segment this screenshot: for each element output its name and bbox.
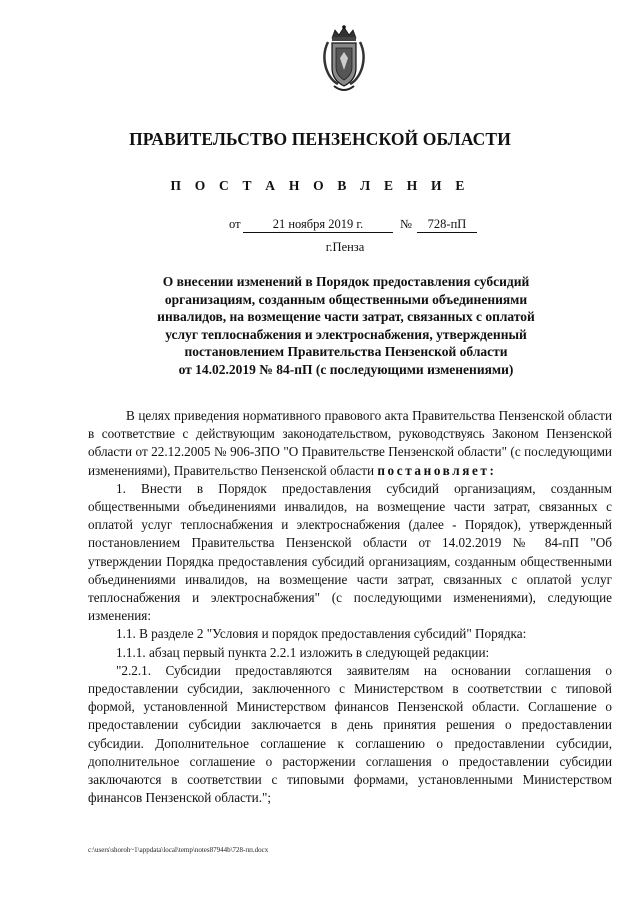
subject-line: услуг теплоснабжения и электроснабжения, утвержденный	[165, 326, 527, 342]
subject-line: организациям, созданным общественными объединениями	[164, 291, 528, 307]
document-date: 21 ноября 2019 г.	[243, 217, 393, 233]
subject-line: постановлением Правительства Пензенской области	[184, 344, 508, 359]
date-prefix: от	[229, 217, 241, 231]
body-paragraph: 1. Внести в Порядок предоставления субсидий организациям, созданным общественными объединениями инвалидов, на возмещение части затрат, связанных с оплатой услуг теплоснабжения и электроснабжения (далее - Порядок), утвержденный постановлением Правительства Пензенской области от 14.02.2019 № 84-пП "Об утверждении Порядка предоставления субсидий организациям, созданным общественными объединениями инвалидов, на возмещение части затрат, связанных с оплатой услуг теплоснабжения и электроснабжения" (с последующими изменениями), следующие изменения:	[88, 480, 612, 624]
body-paragraph	[88, 407, 612, 480]
body-paragraph: "2.2.1. Субсидии предоставляются заявителям на основании соглашения о предоставлении субсидии, заключенного с Министерством в соответствии с типовой формой, установленной Министерством финансов Пензенской области. Соглашение о предоставлении субсидии заключается в день принятия решения о предоставлении субсидии. Дополнительное соглашение к соглашению о предоставлении субсидии, дополнительное соглашение о расторжении соглашения о предоставлении субсидии заключаются в соответствии с типовыми формами, установленными Министерством финансов Пензенской области.";	[88, 662, 612, 806]
body-paragraph: 1.1. В разделе 2 "Условия и порядок предоставления субсидий" Порядка:	[116, 626, 527, 642]
document-type-heading: П О С Т А Н О В Л Е Н И Е	[170, 178, 470, 193]
decree-keyword: постановляет:	[377, 462, 497, 478]
government-title: ПРАВИТЕЛЬСТВО ПЕНЗЕНСКОЙ ОБЛАСТИ	[129, 129, 511, 149]
city-label: г.Пенза	[325, 240, 365, 254]
document-body	[88, 407, 612, 807]
file-path-footer: c:\users\shoroh~1\appdata\local\temp\notes87944b\728-пп.docx	[88, 846, 269, 854]
body-paragraph: 1.1.1. абзац первый пункта 2.2.1 изложить в следующей редакции:	[116, 644, 490, 660]
number-prefix: №	[400, 217, 412, 231]
document-number: 728-пП	[417, 217, 477, 233]
subject-line: О внесении изменений в Порядок предоставления субсидий	[162, 274, 530, 289]
coat-of-arms-emblem	[318, 24, 370, 94]
subject-line: инвалидов, на возмещение части затрат, связанных с оплатой	[157, 309, 535, 324]
document-subject	[115, 273, 577, 378]
preamble-text: В целях приведения нормативного правового акта Правительства Пензенской области в соответствие с действующим законодательством, руководствуясь Законом Пензенской области от 22.12.2005 № 906-ЗПО "О Правительстве Пензенской области" (с последующими изменениями), Правительство Пензенской области	[88, 408, 612, 478]
subject-line: от 14.02.2019 № 84-пП (с последующими изменениями)	[178, 361, 514, 377]
